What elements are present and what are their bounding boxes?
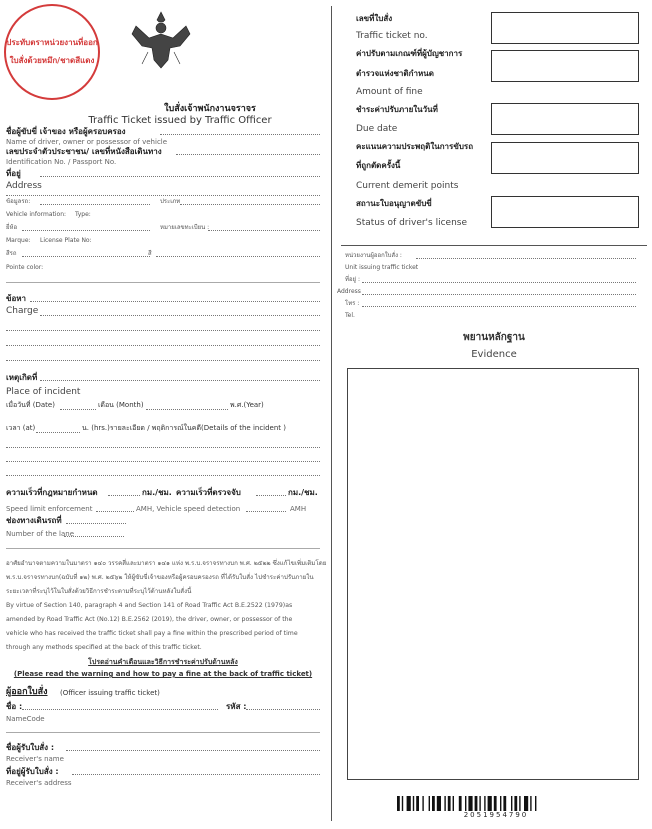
incident-details-line-1[interactable] [6,447,320,448]
section-divider-1 [6,282,320,283]
charge-label: ข้อหา [6,294,27,303]
driver-id-label: เลขประจำตัวประชาชน/ เลขที่หนังสือเดินทาง [6,147,162,156]
fine-box[interactable] [491,50,639,82]
points-label-1: คะแนนความประพฤติในการขับรถ [356,142,474,151]
vehicle-color-line[interactable] [22,256,150,257]
vehicle-plate-label: หมายเลขทะเบียน : [160,224,210,231]
lane-en-line[interactable] [64,536,124,537]
driver-name-en: Name of driver, owner or possessor of vehicle [6,138,168,146]
incident-month-line[interactable] [146,409,228,410]
driver-name-line[interactable] [160,134,320,135]
receiver-address-en: Receiver's address [6,779,72,787]
unit-line[interactable] [416,258,636,259]
title-th: ใบสั่งเจ้าพนักงานจราจร [164,104,256,114]
incident-details-label: น. (hrs.)รายละเอียด / พฤติการณ์ในคดี(Details of the incident ) [82,424,287,432]
vehicle-plate-en: License Plate No: [40,237,92,244]
speed-detected-label: ความเร็วที่ตรวจจับ [176,488,241,497]
incident-details-line-2[interactable] [6,461,320,462]
incident-date-label: เมื่อวันที่ (Date) [6,401,55,409]
unit-tel-line[interactable] [362,306,636,307]
legal-th-3: ระยะเวลาที่ระบุไว้ในใบสั่งด้วยวิธีการชำระตามที่ระบุไว้ด้านหลังใบสั่งนี้ [6,588,192,595]
warning-en: (Please read the warning and how to pay a fine at the back of traffic ticket) [13,670,313,678]
receiver-name-line[interactable] [66,750,320,751]
vehicle-info-label: ข้อมูลรถ: [6,198,31,205]
officer-name-label: ชื่อ : [6,702,23,711]
receiver-address-line[interactable] [72,774,320,775]
receiver-address-label: ที่อยู่ผู้รับใบสั่ง : [6,767,59,776]
evidence-box[interactable] [347,368,639,780]
stamp-text-2: ใบสั่งด้วยหมึก/ชาดสีแดง [9,56,95,65]
driver-address-en: Address [6,181,42,191]
speed-limit-label: ความเร็วที่กฎหมายกำหนด [6,488,98,497]
lane-en: Number of the lane [6,530,75,538]
incident-time-line[interactable] [36,432,80,433]
vehicle-brand-en: Marque: [6,237,31,244]
title-en: Traffic Ticket issued by Traffic Officer [88,115,272,126]
vehicle-type-en: Type: [75,211,91,218]
unit-address-label: ที่อยู่ : [345,276,361,283]
charge-line-2[interactable] [40,315,320,316]
license-box[interactable] [491,196,639,228]
unit-label: หน่วยงานผู้ออกใบสั่ง : [345,252,402,259]
speed-limit-en: Speed limit enforcement [6,505,93,513]
vehicle-brand-line[interactable] [22,230,150,231]
vehicle-info-en: Vehicle information: [6,211,67,218]
speed-kmh-2: กม./ชม. [288,488,318,497]
vehicle-province-label: สี [148,250,152,257]
legal-en-4: through any methods specified at the back of this traffic ticket. [6,644,202,651]
license-en: Status of driver's license [356,218,467,228]
right-divider [341,245,647,246]
fine-label-1: ค่าปรับตามเกณฑ์ที่ผู้บัญชาการ [356,49,463,58]
officer-namecode-en: NameCode [6,715,45,723]
driver-address-line[interactable] [40,176,320,177]
due-box[interactable] [491,103,639,135]
incident-details-line-3[interactable] [6,475,320,476]
speed-limit-en-line[interactable] [96,511,134,512]
unit-tel-en: Tel. [345,312,355,319]
lane-label: ช่องทางเดินรถที่ [6,516,62,525]
driver-id-line[interactable] [176,154,320,155]
legal-en-3: vehicle who has received the traffic ticket shall pay a fine within the prescribed period of time [6,630,298,637]
speed-detected-en: AMH, Vehicle speed detection [136,505,241,513]
incident-date-line[interactable] [60,409,96,410]
unit-address-line[interactable] [362,282,636,283]
incident-month-label: เดือน (Month) [98,401,144,409]
barcode-number: 2051954790 [463,811,529,819]
vehicle-info-line[interactable] [40,204,150,205]
officer-code-label: รหัส : [226,702,247,711]
stamp-circle [4,4,100,100]
speed-detected-en-line[interactable] [246,511,286,512]
receiver-name-en: Receiver's name [6,755,64,763]
vehicle-type-line[interactable] [180,204,320,205]
charge-line-1[interactable] [30,301,320,302]
vehicle-province-line[interactable] [156,256,320,257]
garuda-emblem-icon [128,8,194,72]
officer-code-line[interactable] [246,709,320,710]
unit-tel-label: โทร : [345,300,360,307]
driver-name-label: ชื่อผู้ขับขี่ เจ้าของ หรือผู้ครอบครอง [6,127,126,136]
officer-name-line[interactable] [22,709,218,710]
points-en: Current demerit points [356,181,459,191]
stamp-text-1: ประทับตราหน่วยงานที่ออก [6,38,98,47]
vehicle-color-label: สีรถ [6,250,17,257]
incident-time-label: เวลา (at) [6,424,36,432]
points-box[interactable] [491,142,639,174]
incident-place-label: เหตุเกิดที่ [6,373,38,382]
receiver-name-label: ชื่อผู้รับใบสั่ง : [6,743,55,752]
legal-th-2: พ.ร.บ.จราจรทางบก(ฉบับที่ ๑๒) พ.ศ. ๒๕๖๒ ให้ผู้ขับขี่เจ้าของหรือผู้ครอบครองรถ ที่ได้รับใบสั่ง ไปชำระค่าปรับภายใน [6,574,314,581]
vehicle-brand-label: ยี่ห้อ [6,224,18,231]
ticket-no-en: Traffic ticket no. [356,31,428,41]
charge-line-5[interactable] [6,360,320,361]
officer-title-th: ผู้ออกใบสั่ง [6,687,48,697]
legal-en-2: amended by Road Traffic Act (No.12) B.E.2562 (2019), the driver, owner, or possessor of the [6,616,293,623]
charge-en: Charge [6,306,39,316]
evidence-title-th: พยานหลักฐาน [463,332,525,343]
speed-amh: AMH [290,505,307,513]
speed-limit-line[interactable] [108,495,140,496]
charge-line-4[interactable] [6,345,320,346]
incident-year-label: พ.ศ.(Year) [230,401,264,409]
section-divider-3 [6,732,320,733]
unit-address-line-2[interactable] [362,294,636,295]
legal-en-1: By virtue of Section 140, paragraph 4 and Section 141 of Road Traffic Act B.E.2522 (1979)as [6,602,293,609]
unit-en: Unit issuing traffic ticket [345,264,419,271]
points-label-2: ที่ถูกตัดครั้งนี้ [356,161,401,170]
section-divider-2 [6,548,320,549]
fine-en: Amount of fine [356,87,423,97]
fine-label-2: ตำรวจแห่งชาติกำหนด [356,69,434,78]
ticket-no-label: เลขที่ใบสั่ง [356,14,393,23]
incident-place-line[interactable] [40,380,320,381]
warning-th: โปรดอ่านคำเตือนและวิธีการชำระค่าปรับด้านหลัง [88,658,238,666]
incident-place-en: Place of incident [6,387,81,397]
vehicle-plate-line[interactable] [208,230,320,231]
officer-title-en: (Officer issuing traffic ticket) [60,689,160,697]
due-label: ชำระค่าปรับภายในวันที่ [356,105,438,114]
driver-address-label: ที่อยู่ [6,169,21,178]
license-label: สถานะใบอนุญาตขับขี่ [356,199,432,208]
legal-th-1: อาศัยอำนาจตามความในมาตรา ๑๔๐ วรรคสี่และมาตรา ๑๔๑ แห่ง พ.ร.บ.จราจรทางบก พ.ศ. ๒๕๒๒ ซึ่งแก้ไขเพิ่มเติมโดย [6,560,327,567]
driver-id-en: Identification No. / Passport No. [6,158,117,166]
speed-kmh-1: กม./ชม. [142,488,172,497]
unit-address-en: Address [337,288,361,295]
column-divider [331,6,332,821]
evidence-title-en: Evidence [471,349,517,360]
driver-address-line-2[interactable] [6,195,320,196]
speed-detected-line[interactable] [256,495,286,496]
lane-line[interactable] [66,523,126,524]
ticket-no-box[interactable] [491,12,639,44]
due-en: Due date [356,124,398,134]
charge-line-3[interactable] [6,330,320,331]
vehicle-color-en: Pointe color: [6,264,44,271]
vehicle-type-label: ประเภท [160,198,181,205]
